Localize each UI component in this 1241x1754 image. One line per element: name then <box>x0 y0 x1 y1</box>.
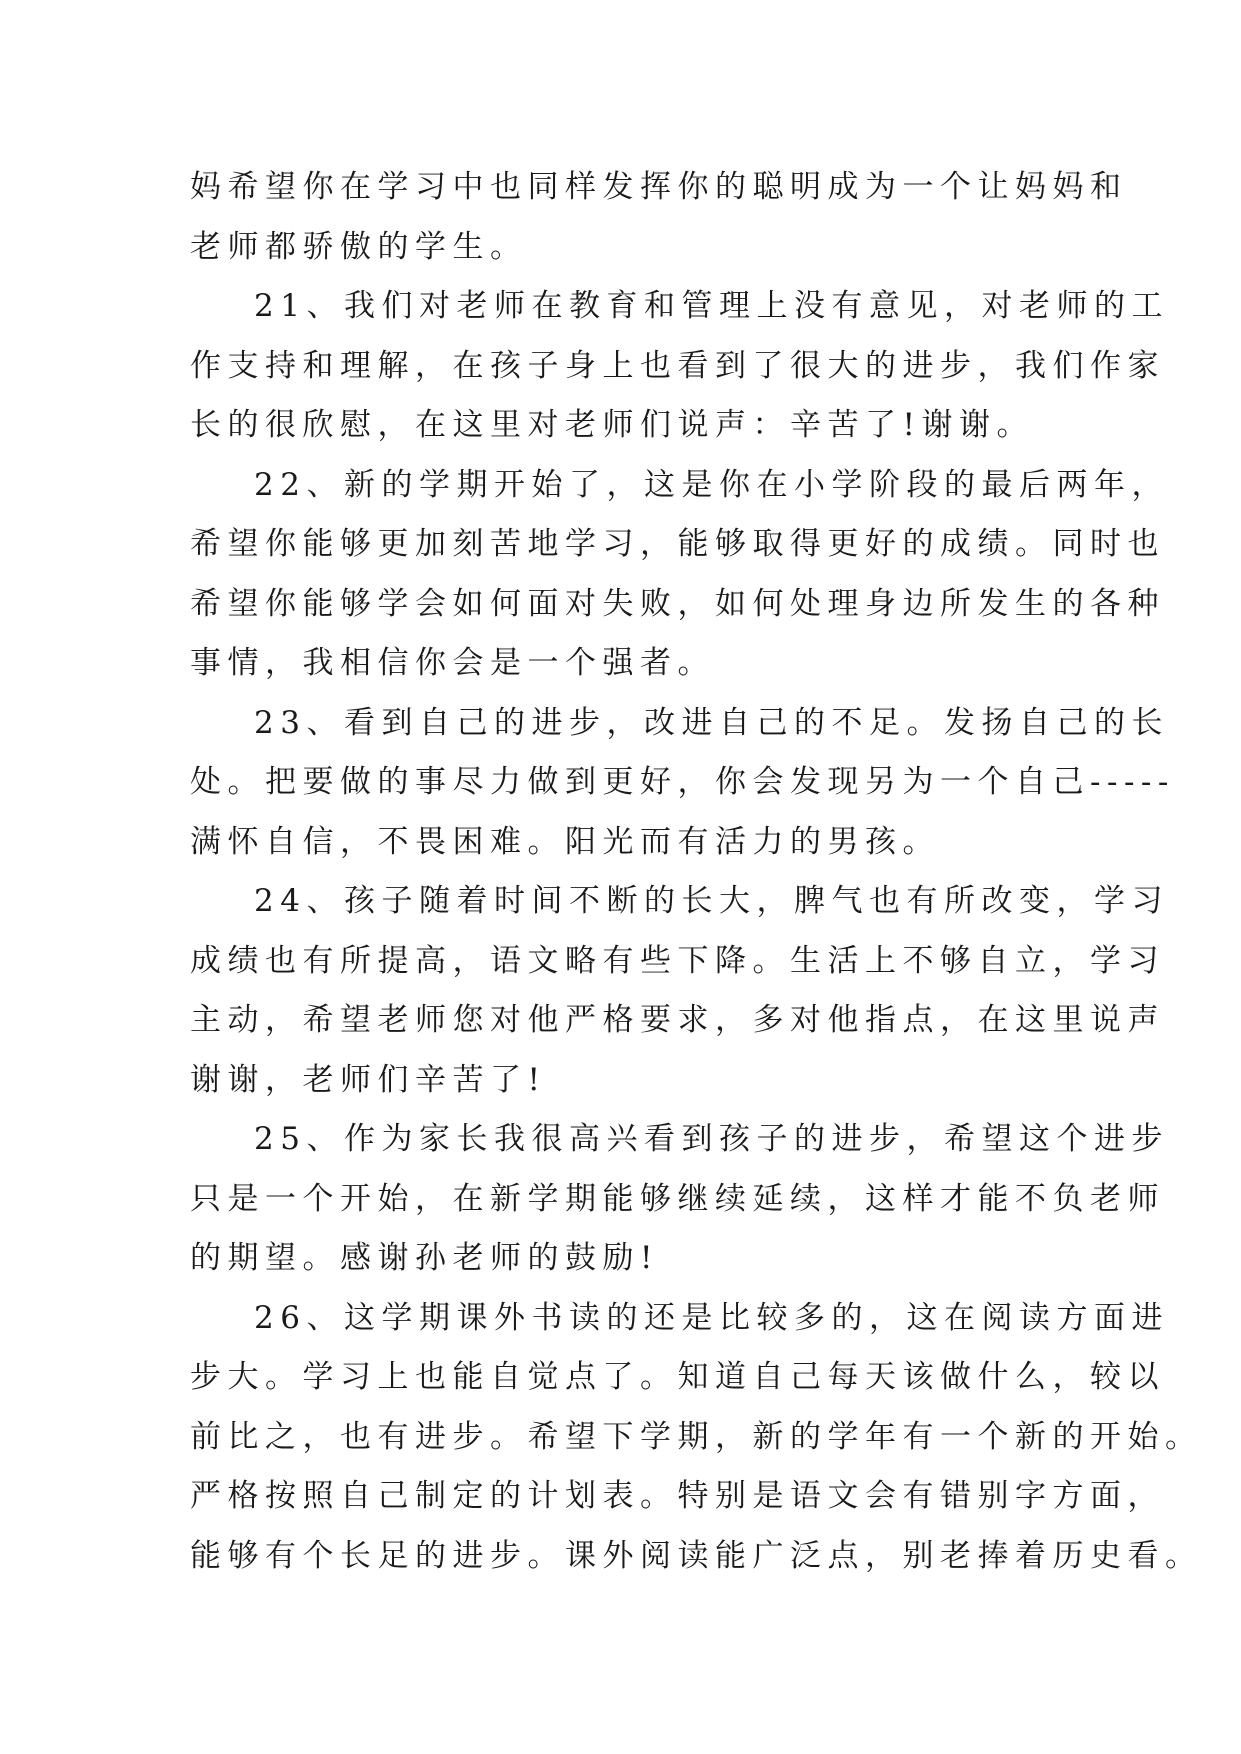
text-line: 希望你能够学会如何面对失败，如何处理身边所发生的各种 <box>190 585 1165 622</box>
text-line: 老师都骄傲的学生。 <box>190 228 528 265</box>
text-line: 长的很欣慰，在这里对老师们说声：辛苦了!谢谢。 <box>190 407 1034 443</box>
text-line: 主动，希望老师您对他严格要求，多对他指点，在这里说声 <box>190 1002 1165 1038</box>
text-line: 成绩也有所提高，语文略有些下降。生活上不够自立，学习 <box>190 942 1165 979</box>
text-line: 22、新的学期开始了，这是你在小学阶段的最后两年， <box>254 466 1169 503</box>
text-line: 26、这学期课外书读的还是比较多的，这在阅读方面进 <box>254 1299 1169 1336</box>
text-line: 能够有个长足的进步。课外阅读能广泛点，别老捧着历史看。 <box>190 1537 1203 1574</box>
text-line: 21、我们对老师在教育和管理上没有意见，对老师的工 <box>254 288 1169 324</box>
text-line: 只是一个开始，在新学期能够继续延续，这样才能不负老师 <box>190 1180 1165 1217</box>
document-body <box>190 158 1203 1586</box>
text-line: 步大。学习上也能自觉点了。知道自己每天该做什么，较以 <box>190 1359 1165 1395</box>
text-line: 的期望。感谢孙老师的鼓励! <box>190 1240 659 1276</box>
text-line: 严格按照自己制定的计划表。特别是语文会有错别字方面， <box>190 1478 1165 1514</box>
text-line: 事情，我相信你会是一个强者。 <box>190 645 715 681</box>
text-line: 希望你能够更加刻苦地学习，能够取得更好的成绩。同时也 <box>190 526 1165 562</box>
text-line: 满怀自信，不畏困难。阳光而有活力的男孩。 <box>190 823 940 860</box>
text-line: 处。把要做的事尽力做到更好，你会发现另为一个自己----- <box>190 764 1175 800</box>
text-line: 谢谢，老师们辛苦了! <box>190 1061 547 1098</box>
text-line: 妈希望你在学习中也同样发挥你的聪明成为一个让妈妈和 <box>190 169 1128 205</box>
text-line: 24、孩子随着时间不断的长大，脾气也有所改变，学习 <box>254 883 1169 919</box>
text-line: 前比之，也有进步。希望下学期，新的学年有一个新的开始。 <box>190 1418 1203 1455</box>
text-line: 23、看到自己的进步，改进自己的不足。发扬自己的长 <box>254 704 1169 741</box>
text-line: 25、作为家长我很高兴看到孩子的进步，希望这个进步 <box>254 1121 1169 1157</box>
text-line: 作支持和理解，在孩子身上也看到了很大的进步，我们作家 <box>190 347 1165 384</box>
